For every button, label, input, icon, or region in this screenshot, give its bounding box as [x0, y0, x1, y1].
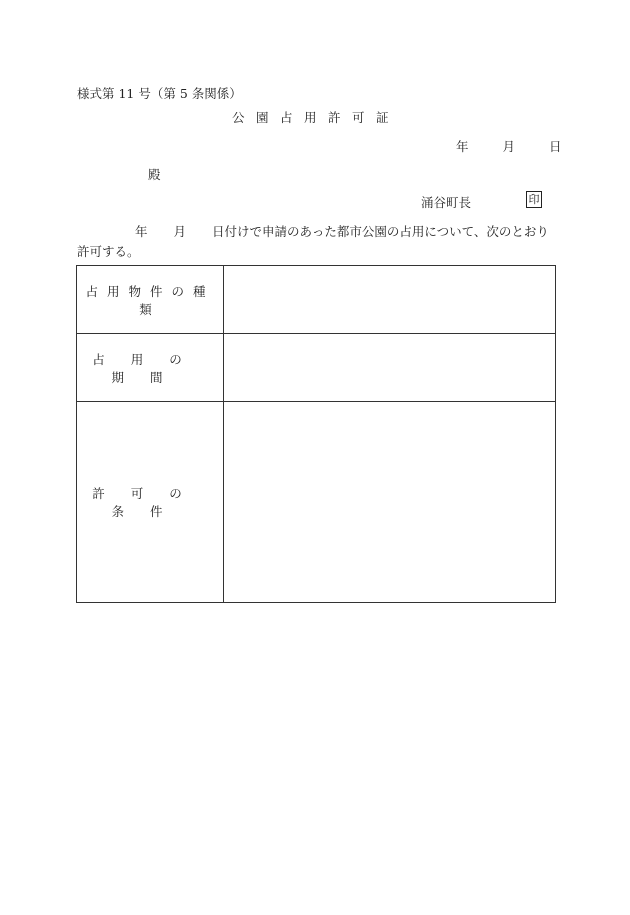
table-row: [77, 266, 556, 334]
seal-mark: 印: [526, 191, 542, 208]
date-year-label: 年: [456, 139, 469, 154]
permit-details-table: [76, 265, 556, 603]
row-value-occupancy-item: [224, 266, 556, 334]
statement-year-label: 年: [135, 224, 148, 239]
permit-statement: [77, 222, 555, 262]
statement-text: 日付けで申請のあった都市公園の占用について、次のとおり許可する。: [77, 224, 549, 259]
row-value-permit-conditions: [224, 402, 556, 603]
addressee-suffix: 殿: [148, 167, 161, 182]
row-label-occupancy-item: 占用物件の種類: [77, 266, 224, 334]
statement-month-label: 月: [173, 224, 187, 239]
row-label-permit-conditions: 許可の条件: [77, 402, 224, 603]
document-title: 公園占用許可証: [232, 110, 401, 125]
issue-date: [456, 137, 561, 155]
issuer-name: 涌谷町長: [421, 195, 472, 210]
table-row: [77, 334, 556, 402]
date-day-label: 日: [548, 139, 562, 154]
row-label-occupancy-period: 占用の期間: [77, 334, 224, 402]
row-value-occupancy-period: [224, 334, 556, 402]
table-row: [77, 402, 556, 603]
form-number: 様式第 11 号（第 5 条関係）: [77, 86, 242, 101]
date-month-label: 月: [502, 139, 515, 154]
